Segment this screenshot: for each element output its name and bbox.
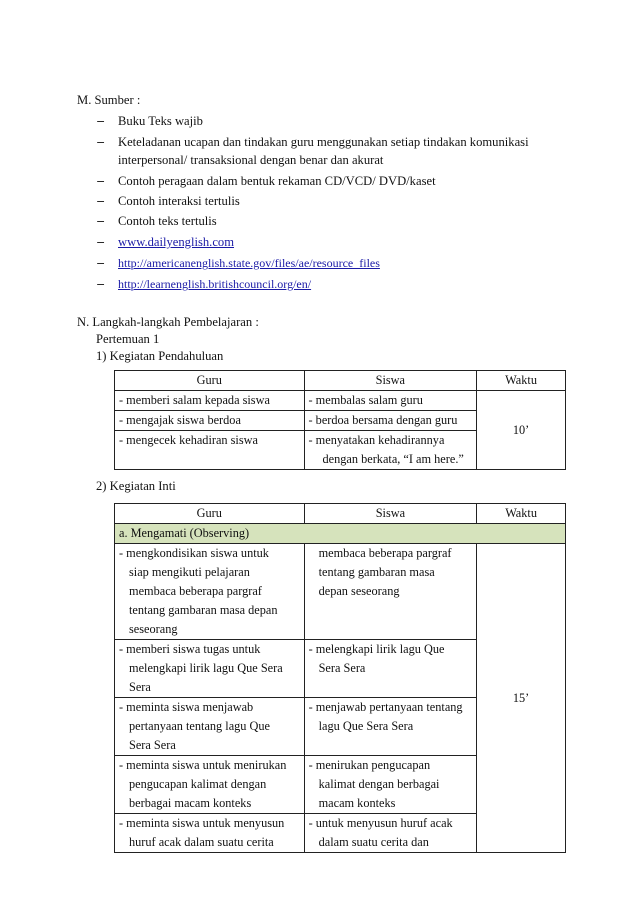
cell-siswa xyxy=(304,756,477,814)
cell-waktu: 10’ xyxy=(477,391,566,470)
cell-line: - meminta siswa untuk menyusun xyxy=(119,816,285,830)
cell-line: - melengkapi lirik lagu Que xyxy=(308,642,445,656)
cell-line: siap mengikuti pelajaran xyxy=(129,565,250,579)
cell-line: seseorang xyxy=(129,622,178,636)
table-inti xyxy=(114,503,566,853)
cell-line: pertanyaan tentang lagu Que xyxy=(129,719,271,733)
dash-bullet: − xyxy=(96,257,106,270)
sumber-item: Contoh interaksi tertulis xyxy=(118,194,240,208)
dash-bullet: − xyxy=(96,215,106,228)
dash-bullet: − xyxy=(96,175,106,188)
header-siswa: Siswa xyxy=(304,371,477,391)
cell-line: - menjawab pertanyaan tentang xyxy=(308,700,463,714)
cell-guru xyxy=(115,544,305,640)
link-americanenglish[interactable]: http://americanenglish.state.gov/files/ae/resource_files xyxy=(118,256,380,270)
kegiatan-pendahuluan-label: 1) Kegiatan Pendahuluan xyxy=(96,349,224,363)
cell-guru xyxy=(115,640,305,698)
cell-line: lagu Que Sera Sera xyxy=(318,719,414,733)
kegiatan-inti-label: 2) Kegiatan Inti xyxy=(96,479,176,493)
cell-siswa xyxy=(304,640,477,698)
link-dailyenglish[interactable]: www.dailyenglish.com xyxy=(118,235,235,249)
sumber-item: Contoh teks tertulis xyxy=(118,214,217,228)
cell-siswa xyxy=(304,544,477,640)
table-pendahuluan xyxy=(114,370,566,470)
cell-line: membaca beberapa pargraf xyxy=(318,546,452,560)
dash-bullet: − xyxy=(96,136,106,149)
cell-waktu: 15’ xyxy=(477,544,566,853)
cell-line: melengkapi lirik lagu Que Sera xyxy=(129,661,283,675)
cell-line: - menyatakan kehadirannya xyxy=(308,433,445,447)
cell-line: berbagai macam konteks xyxy=(129,796,252,810)
cell-line: - untuk menyusun huruf acak xyxy=(308,816,453,830)
cell-line: tentang gambaran masa depan xyxy=(129,603,278,617)
sumber-item: Keteladanan ucapan dan tindakan guru menggunakan setiap tindakan komunikasi xyxy=(118,135,529,149)
cell-line: - mengkondisikan siswa untuk xyxy=(119,546,269,560)
header-waktu: Waktu xyxy=(477,504,566,524)
cell-guru xyxy=(115,756,305,814)
cell-siswa xyxy=(304,431,477,470)
table-header-row xyxy=(115,504,566,524)
cell-line: kalimat dengan berbagai xyxy=(318,777,440,791)
cell-line: huruf acak dalam suatu cerita xyxy=(129,835,274,849)
link-britishcouncil[interactable]: http://learnenglish.britishcouncil.org/en/ xyxy=(118,277,312,291)
header-guru: Guru xyxy=(115,504,305,524)
dash-bullet: − xyxy=(96,195,106,208)
cell-line: pengucapan kalimat dengan xyxy=(129,777,267,791)
sumber-item: Buku Teks wajib xyxy=(118,114,203,128)
dash-bullet: − xyxy=(96,236,106,249)
table-row xyxy=(115,391,566,411)
cell-line: depan seseorang xyxy=(318,584,400,598)
cell-line: - meminta siswa menjawab xyxy=(119,700,254,714)
section-mengamati: a. Mengamati (Observing) xyxy=(115,524,566,544)
header-siswa: Siswa xyxy=(304,504,477,524)
cell-line: dalam suatu cerita dan xyxy=(318,835,429,849)
cell-line: dengan berkata, “I am here.” xyxy=(322,452,464,466)
cell-guru xyxy=(115,814,305,853)
cell-guru xyxy=(115,698,305,756)
cell-line: Sera xyxy=(129,680,151,694)
cell-line: - meminta siswa untuk menirukan xyxy=(119,758,287,772)
cell-siswa xyxy=(304,814,477,853)
section-row xyxy=(115,524,566,544)
cell-line: - menirukan pengucapan xyxy=(308,758,431,772)
pertemuan-label: Pertemuan 1 xyxy=(96,332,160,346)
table-header-row xyxy=(115,371,566,391)
cell-guru: - mengajak siswa berdoa xyxy=(115,411,305,431)
cell-line: membaca beberapa pargraf xyxy=(129,584,262,598)
langkah-heading: N. Langkah-langkah Pembelajaran : xyxy=(77,315,259,329)
cell-guru: - memberi salam kepada siswa xyxy=(115,391,305,411)
cell-siswa: - membalas salam guru xyxy=(304,391,477,411)
cell-line: tentang gambaran masa xyxy=(318,565,435,579)
header-guru: Guru xyxy=(115,371,305,391)
cell-line: Sera Sera xyxy=(318,661,366,675)
cell-line: Sera Sera xyxy=(129,738,176,752)
dash-bullet: − xyxy=(96,115,106,128)
table-row xyxy=(115,544,566,640)
cell-siswa xyxy=(304,698,477,756)
sumber-heading: M. Sumber : xyxy=(77,93,141,107)
sumber-item-continued: interpersonal/ transaksional dengan benar dan akurat xyxy=(118,153,384,167)
dash-bullet: − xyxy=(96,278,106,291)
cell-siswa: - berdoa bersama dengan guru xyxy=(304,411,477,431)
cell-guru: - mengecek kehadiran siswa xyxy=(115,431,305,470)
cell-line: macam konteks xyxy=(318,796,396,810)
header-waktu: Waktu xyxy=(477,371,566,391)
cell-line: - memberi siswa tugas untuk xyxy=(119,642,261,656)
sumber-item: Contoh peragaan dalam bentuk rekaman CD/VCD/ DVD/kaset xyxy=(118,174,436,188)
